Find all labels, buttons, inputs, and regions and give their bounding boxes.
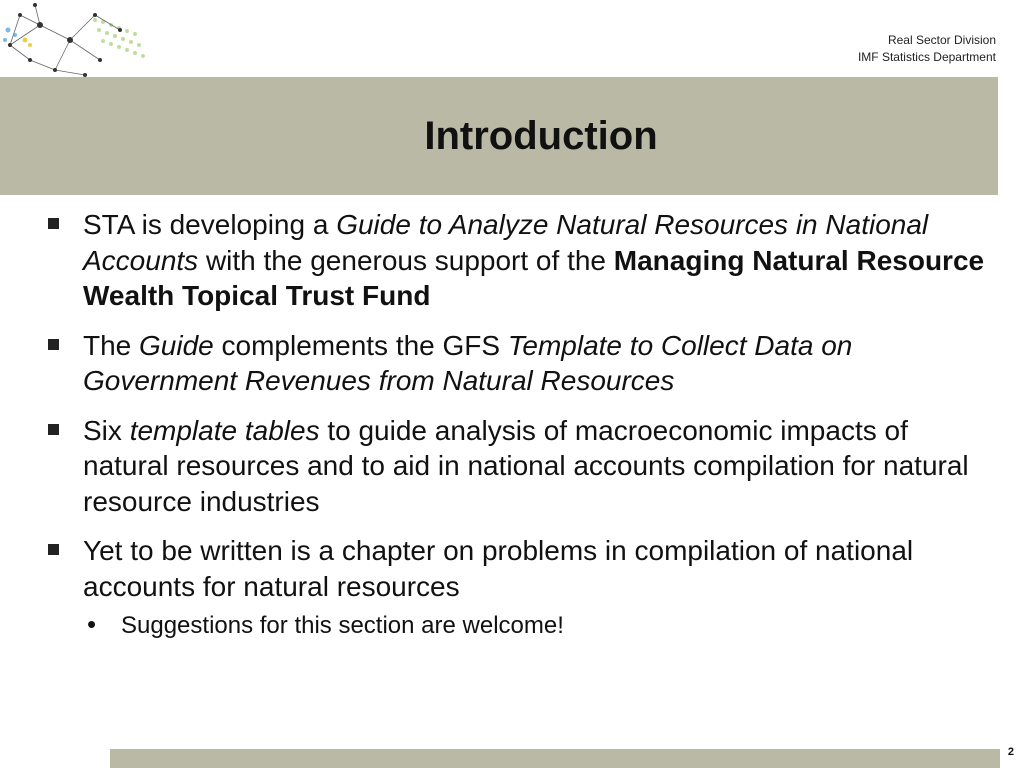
division-name: Real Sector Division xyxy=(887,33,996,47)
sub-bullet-list xyxy=(83,610,998,642)
slide-content xyxy=(48,207,998,656)
sub-bullet-item xyxy=(83,610,998,642)
template-tables-emphasis: template tables xyxy=(129,414,320,446)
sub-bullet-text: Suggestions for this section are welcome! xyxy=(121,612,564,639)
guide-emphasis: Guide xyxy=(139,329,214,361)
bullet-item xyxy=(48,413,998,520)
title-band xyxy=(0,77,998,195)
slide-title: Introduction xyxy=(424,113,658,158)
square-bullet-icon xyxy=(48,544,59,555)
organization-label xyxy=(858,32,996,66)
department-name: IMF Statistics Department xyxy=(857,50,996,64)
trust-fund-emphasis: Managing Natural Resource Wealth Topical Trust Fund xyxy=(83,244,985,311)
page-number: 2 xyxy=(1007,746,1014,758)
square-bullet-icon xyxy=(48,424,59,435)
bullet-text: Yet to be written is a chapter on problems in compilation of national accounts for natural resources xyxy=(83,535,914,602)
bullet-text: STA is developing a Guide to Analyze Natural Resources in National Accounts with the generous support of the Managing Natural Resource Wealth Topical Trust Fund xyxy=(83,209,985,311)
template-title-emphasis: Template to Collect Data on Government Revenues from Natural Resources xyxy=(83,329,853,396)
network-graph-logo xyxy=(0,0,160,80)
bullet-item xyxy=(48,533,998,642)
bullet-item xyxy=(48,207,998,314)
footer-band xyxy=(110,749,1000,768)
bullet-text: Six template tables to guide analysis of macroeconomic impacts of natural resources and to aid in national accounts compilation for natural resource industries xyxy=(83,414,969,517)
guide-title-emphasis: Guide to Analyze Natural Resources in National Accounts xyxy=(83,209,929,276)
bullet-text: The Guide complements the GFS Template to Collect Data on Government Revenues from Natural Resources xyxy=(83,329,853,396)
bullet-item xyxy=(48,328,998,399)
dot-bullet-icon: • xyxy=(87,609,97,639)
square-bullet-icon xyxy=(48,218,59,229)
square-bullet-icon xyxy=(48,339,59,350)
